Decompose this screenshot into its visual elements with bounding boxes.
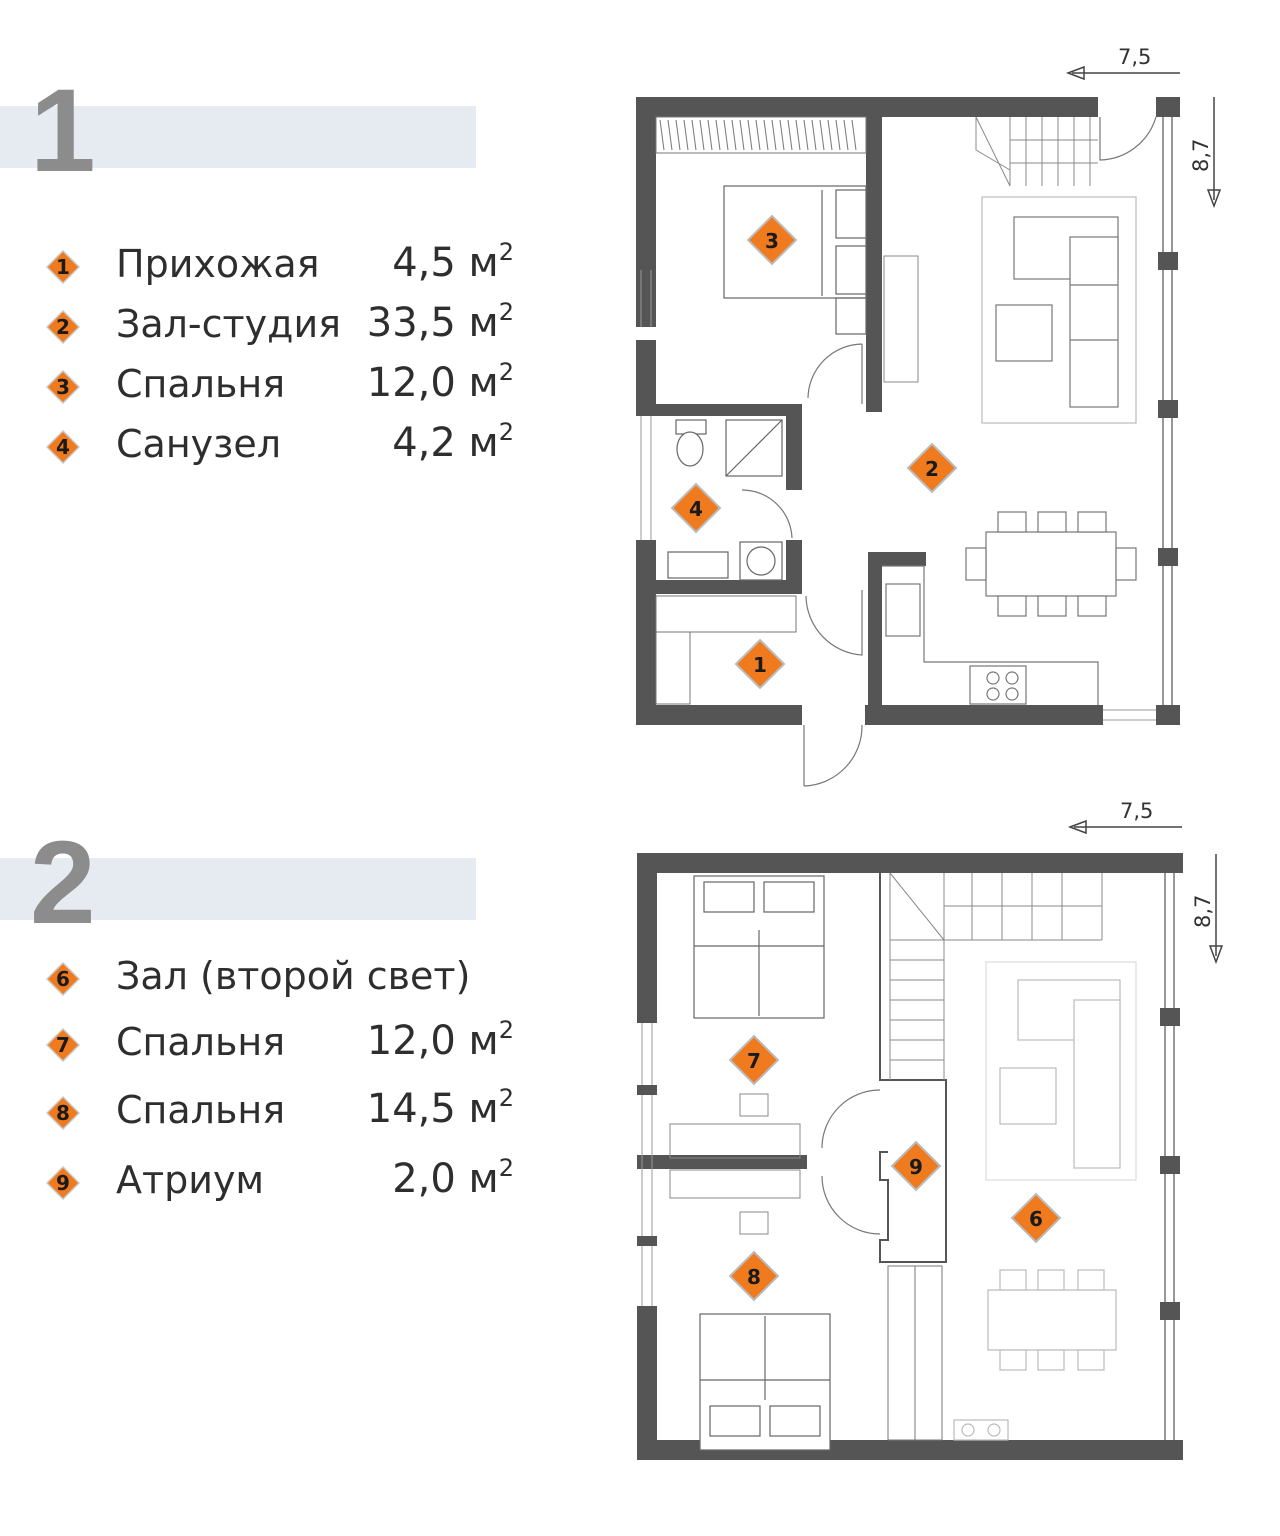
room-name: Спальня (116, 1088, 286, 1132)
dining-table-icon (966, 512, 1136, 616)
room-marker-icon (892, 1142, 940, 1190)
room-area: 4,2 $м^2$ (392, 418, 514, 466)
sofa-icon (982, 197, 1136, 423)
depth-dimension (1191, 854, 1222, 962)
legend-row (42, 300, 522, 360)
hall-wardrobe (656, 596, 796, 704)
room-name: Спальня (116, 362, 286, 406)
svg-text:4: 4 (689, 497, 703, 521)
cooktop-icon (954, 1420, 1008, 1440)
bed-icon (694, 876, 824, 1018)
room-name: Спальня (116, 1020, 286, 1064)
room-marker-icon (46, 310, 80, 344)
legend-row (42, 1156, 522, 1216)
room-name: Прихожая (116, 242, 320, 286)
bed-icon (724, 186, 866, 334)
width-dimension (1068, 45, 1180, 79)
room-marker-icon (672, 484, 720, 532)
room-marker-icon (46, 962, 80, 996)
shower-icon (726, 420, 782, 476)
room-marker-icon (730, 1252, 778, 1300)
svg-text:8: 8 (747, 1265, 761, 1289)
toilet-icon (676, 420, 706, 466)
room-name: Зал (второй свет) (116, 954, 471, 998)
svg-text:6: 6 (1029, 1207, 1043, 1231)
svg-text:3: 3 (56, 375, 70, 399)
wardrobe (888, 1266, 942, 1440)
width-dimension (1070, 799, 1182, 833)
sofa-icon (986, 962, 1136, 1180)
room-area: 12,0 $м^2$ (366, 358, 514, 406)
legend-row (42, 360, 522, 420)
floor-1-number: 1 (30, 65, 94, 197)
floor-2-number: 2 (30, 817, 94, 949)
svg-text:9: 9 (909, 1155, 923, 1179)
entrance-door (804, 590, 862, 786)
room-area: 33,5 $м^2$ (366, 298, 514, 346)
room-marker-icon (46, 370, 80, 404)
svg-text:1: 1 (56, 255, 70, 279)
room-marker-icon (46, 250, 80, 284)
depth-dimension (1189, 97, 1220, 206)
room-marker-icon (46, 1166, 80, 1200)
washer-icon (740, 542, 782, 580)
depth-dimension-label: 8,7 (1189, 138, 1213, 172)
legend-row (42, 1018, 522, 1078)
floor-1-plan (600, 30, 1240, 800)
svg-text:2: 2 (925, 457, 939, 481)
svg-text:2: 2 (56, 315, 70, 339)
svg-text:3: 3 (765, 229, 779, 253)
legend-row (42, 240, 522, 300)
legend-row (42, 420, 522, 480)
room-name: Атриум (116, 1158, 265, 1202)
sink-icon (668, 552, 728, 578)
svg-text:1: 1 (753, 653, 767, 677)
room-area: 14,5 $м^2$ (366, 1084, 514, 1132)
svg-text:4: 4 (56, 435, 70, 459)
svg-text:8: 8 (56, 1101, 70, 1125)
room-marker-icon (46, 1096, 80, 1130)
legend-row (42, 1086, 522, 1146)
stairs (890, 873, 1102, 1080)
room-area: 4,5 $м^2$ (392, 238, 514, 286)
room-marker-icon (1012, 1194, 1060, 1242)
width-dimension-label: 7,5 (1118, 45, 1152, 69)
width-dimension-label: 7,5 (1120, 799, 1154, 823)
room-marker-icon (46, 430, 80, 464)
stairs (976, 117, 1098, 186)
room-marker-icon (736, 640, 784, 688)
room-area: 12,0 $м^2$ (366, 1016, 514, 1064)
room-marker-icon (46, 1028, 80, 1062)
svg-text:7: 7 (56, 1033, 70, 1057)
bed-icon (700, 1314, 830, 1450)
room-marker-icon (730, 1036, 778, 1084)
room-area: 2,0 $м^2$ (392, 1154, 514, 1202)
floor-1-plan-drawing (600, 30, 1240, 800)
wardrobe (656, 117, 866, 153)
room-name: Зал-студия (116, 302, 341, 346)
floor-2-plan-body (600, 790, 1240, 1480)
svg-text:9: 9 (56, 1171, 70, 1195)
legend-row (42, 952, 522, 1012)
walls (636, 97, 1180, 725)
svg-text:6: 6 (56, 967, 70, 991)
depth-dimension-label: 8,7 (1191, 894, 1215, 928)
room-marker-icon (908, 444, 956, 492)
dining-table-icon (988, 1270, 1116, 1370)
room-name: Санузел (116, 422, 282, 466)
floor-2-plan-drawing (600, 790, 1240, 1480)
svg-text:7: 7 (747, 1049, 761, 1073)
glazing (641, 117, 1178, 720)
